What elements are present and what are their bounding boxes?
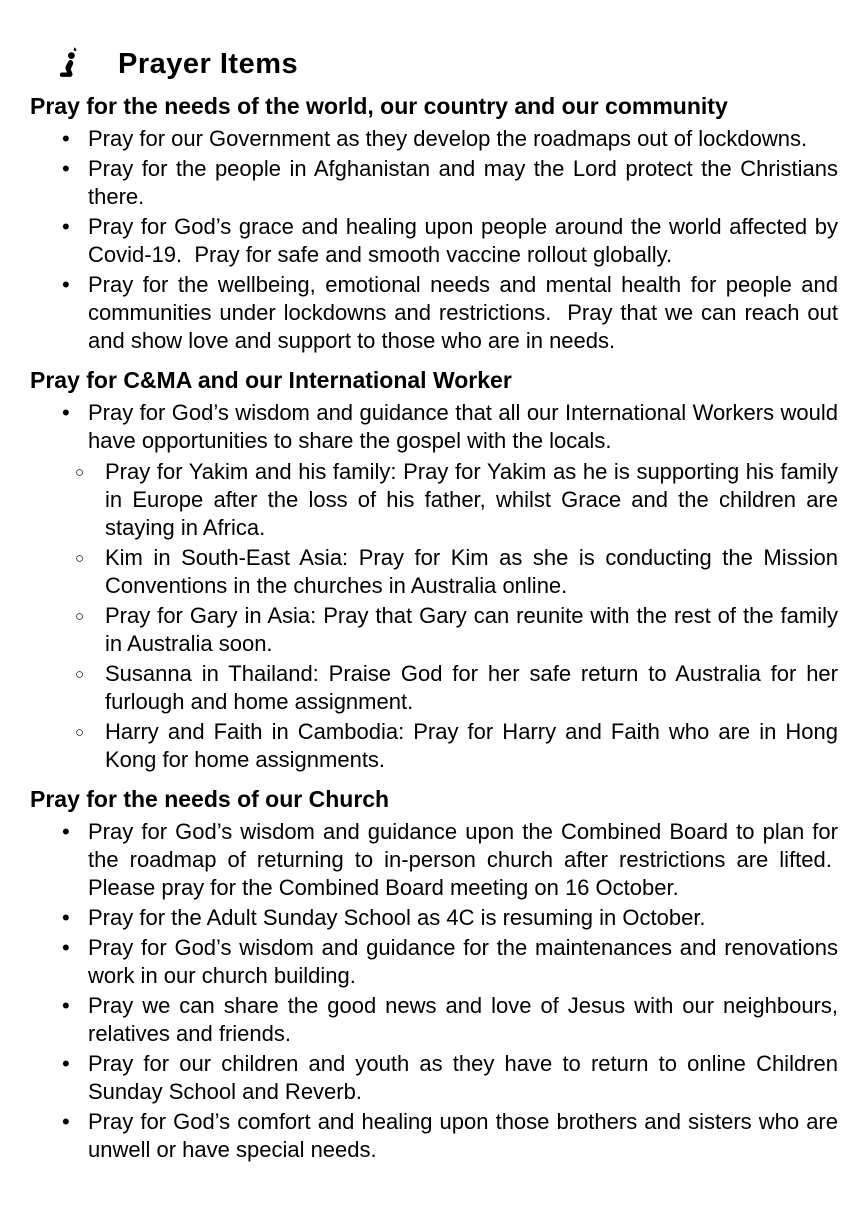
circle-bullet-icon: ○ (75, 464, 85, 481)
prayer-item (30, 818, 838, 902)
bullet-icon: • (62, 819, 70, 844)
sub-prayer-text: Pray for Gary in Asia: Pray that Gary can reunite with the rest of the family in Australia soon. (105, 603, 838, 656)
sub-prayer-item (75, 544, 838, 600)
bullet-icon: • (62, 993, 70, 1018)
section-heading: Pray for the needs of the world, our country and our community (30, 93, 728, 119)
prayer-text: Pray for God’s wisdom and guidance upon the Combined Board to plan for the roadmap of returning to in-person church after restrictions are lifted. Please pray for the Combined Board meeting on 16 October. (88, 819, 838, 900)
prayer-text: Pray for the wellbeing, emotional needs and mental health for people and communities under lockdowns and restrictions. Pray that we can reach out and show love and support to those who are in needs. (88, 272, 838, 353)
prayer-item (30, 1050, 838, 1106)
sub-prayer-text: Harry and Faith in Cambodia: Pray for Harry and Faith who are in Hong Kong for home assignments. (105, 719, 838, 772)
prayer-text: Pray for God’s wisdom and guidance that all our International Workers would have opportunities to share the gospel with the locals. (88, 400, 838, 453)
bullet-icon: • (62, 905, 70, 930)
sections-container (30, 92, 838, 1164)
bullet-icon: • (62, 1051, 70, 1076)
bullet-icon: • (62, 126, 70, 151)
prayer-list (30, 125, 838, 355)
bullet-icon: • (62, 272, 70, 297)
sub-prayer-list (75, 458, 838, 774)
circle-bullet-icon: ○ (75, 724, 85, 741)
sub-prayer-text: Kim in South-East Asia: Pray for Kim as she is conducting the Mission Conventions in the churches in Australia online. (105, 545, 838, 598)
prayer-item (30, 155, 838, 211)
prayer-item (30, 904, 838, 932)
prayer-text: Pray we can share the good news and love of Jesus with our neighbours, relatives and friends. (88, 993, 838, 1046)
bullet-icon: • (62, 156, 70, 181)
bullet-icon: • (62, 400, 70, 425)
prayer-text: Pray for God’s comfort and healing upon those brothers and sisters who are unwell or have special needs. (88, 1109, 838, 1162)
prayer-section (30, 785, 838, 1164)
prayer-text: Pray for God’s wisdom and guidance for the maintenances and renovations work in our church building. (88, 935, 838, 988)
sub-prayer-item (75, 602, 838, 658)
prayer-item (30, 934, 838, 990)
bullet-icon: • (62, 214, 70, 239)
prayer-section (30, 366, 838, 774)
circle-bullet-icon: ○ (75, 666, 85, 683)
prayer-item (30, 399, 838, 774)
circle-bullet-icon: ○ (75, 550, 85, 567)
section-heading: Pray for C&MA and our International Worker (30, 367, 512, 393)
prayer-text: Pray for the Adult Sunday School as 4C is resuming in October. (88, 905, 706, 930)
prayer-text: Pray for the people in Afghanistan and may the Lord protect the Christians there. (88, 156, 838, 209)
bullet-icon: • (62, 1109, 70, 1134)
prayer-list (30, 399, 838, 774)
section-heading: Pray for the needs of our Church (30, 786, 390, 812)
prayer-section (30, 92, 838, 355)
prayer-text: Pray for our children and youth as they have to return to online Children Sunday School and Reverb. (88, 1051, 838, 1104)
sub-prayer-text: Pray for Yakim and his family: Pray for Yakim as he is supporting his family in Europe after the loss of his father, whilst Grace and the children are staying in Africa. (105, 459, 838, 540)
sub-prayer-item (75, 718, 838, 774)
page-title-row (30, 46, 838, 82)
prayer-item (30, 271, 838, 355)
circle-bullet-icon: ○ (75, 608, 85, 625)
page-title: Prayer Items (118, 48, 299, 80)
sub-prayer-text: Susanna in Thailand: Praise God for her safe return to Australia for her furlough and home assignment. (105, 661, 838, 714)
sub-prayer-item (75, 458, 838, 542)
prayer-item (30, 1108, 838, 1164)
prayer-text: Pray for our Government as they develop the roadmaps out of lockdowns. (88, 126, 808, 151)
bullet-icon: • (62, 935, 70, 960)
praying-person-icon (58, 47, 80, 80)
prayer-item (30, 992, 838, 1048)
prayer-list (30, 818, 838, 1164)
prayer-item (30, 213, 838, 269)
sub-prayer-item (75, 660, 838, 716)
prayer-item (30, 125, 838, 153)
prayer-text: Pray for God’s grace and healing upon people around the world affected by Covid-19. Pray for safe and smooth vaccine rollout globally. (88, 214, 838, 267)
